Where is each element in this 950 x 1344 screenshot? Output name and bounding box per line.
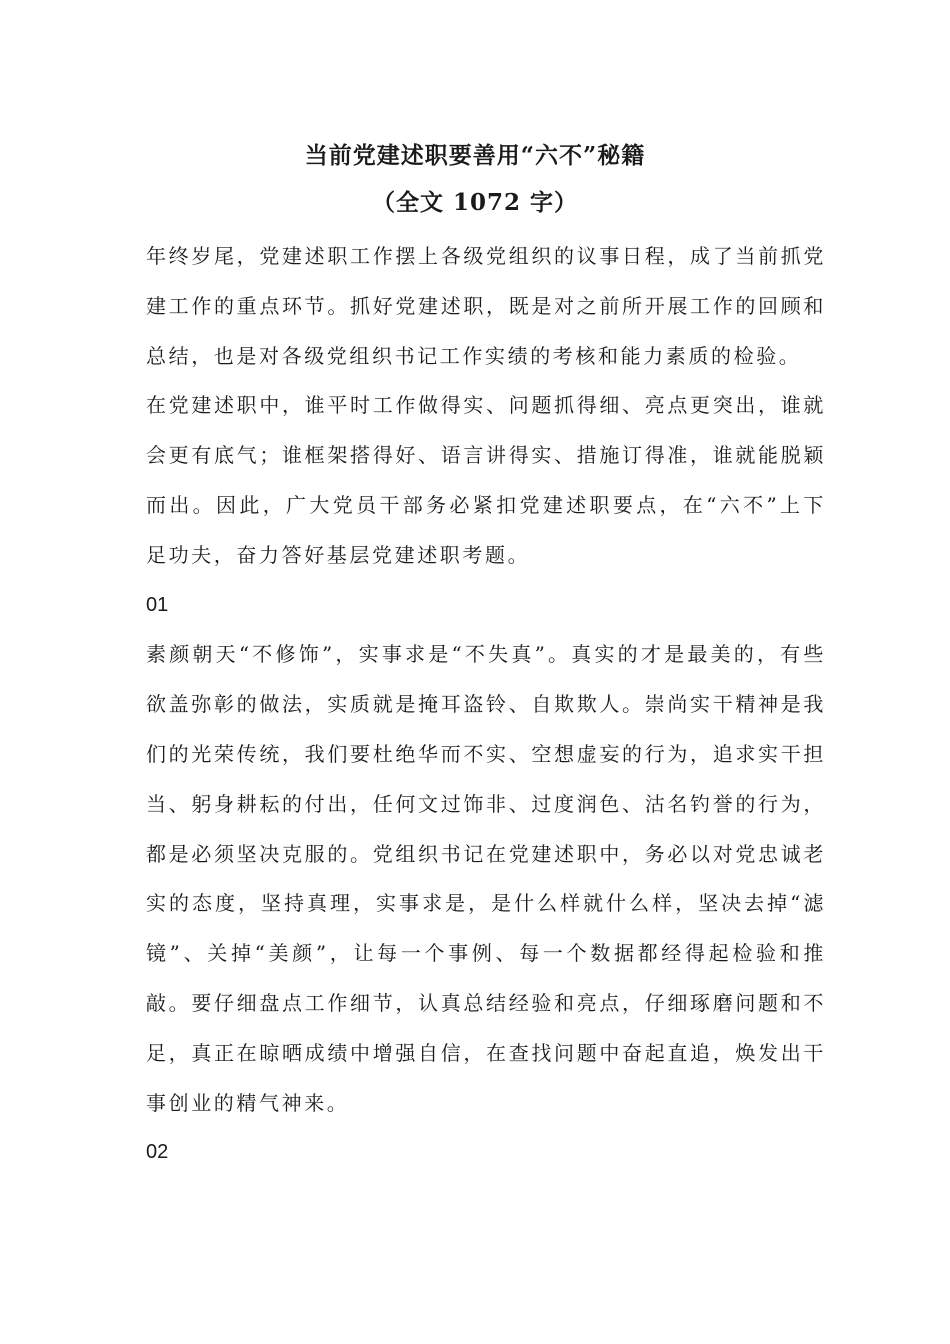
section-number: 02: [146, 1141, 169, 1164]
section-number: 01: [146, 593, 169, 616]
document-title: 当前党建述职要善用“六不”秘籍: [304, 142, 646, 169]
intro-paragraph: 在党建述职中，谁平时工作做得实、问题抓得细、亮点更突出，谁就会更有底气；谁框架搭得好、语言讲得实、措施订得准，谁就能脱颖而出。因此，广大党员干部务必紧扣党建述职要点，在“六不”上下足功夫，奋力答好基层党建述职考题。: [146, 393, 826, 567]
section-paragraph: 素颜朝天“不修饰”，实事求是“不失真”。真实的才是最美的，有些欲盖弥彰的做法，实质就是掩耳盗铃、自欺欺人。崇尚实干精神是我们的光荣传统，我们要杜绝华而不实、空想虚妄的行为，追求实干担当、躬身耕耘的付出，任何文过饰非、过度润色、沽名钓誉的行为，都是必须坚决克服的。党组织书记在党建述职中，务必以对党忠诚老实的态度，坚持真理，实事求是，是什么样就什么样，坚决去掉“滤镜”、关掉“美颜”，让每一个事例、每一个数据都经得起检验和推敲。要仔细盘点工作细节，认真总结经验和亮点，仔细琢磨问题和不足，真正在晾晒成绩中增强自信，在查找问题中奋起直追，焕发出干事创业的精气神来。: [146, 642, 826, 1115]
document-body: [146, 232, 826, 1178]
document-subtitle: （全文 1072 字）: [371, 189, 579, 216]
intro-paragraph: 年终岁尾，党建述职工作摆上各级党组织的议事日程，成了当前抓党建工作的重点环节。抓好党建述职，既是对之前所开展工作的回顾和总结，也是对各级党组织书记工作实绩的考核和能力素质的检验。: [146, 244, 826, 368]
